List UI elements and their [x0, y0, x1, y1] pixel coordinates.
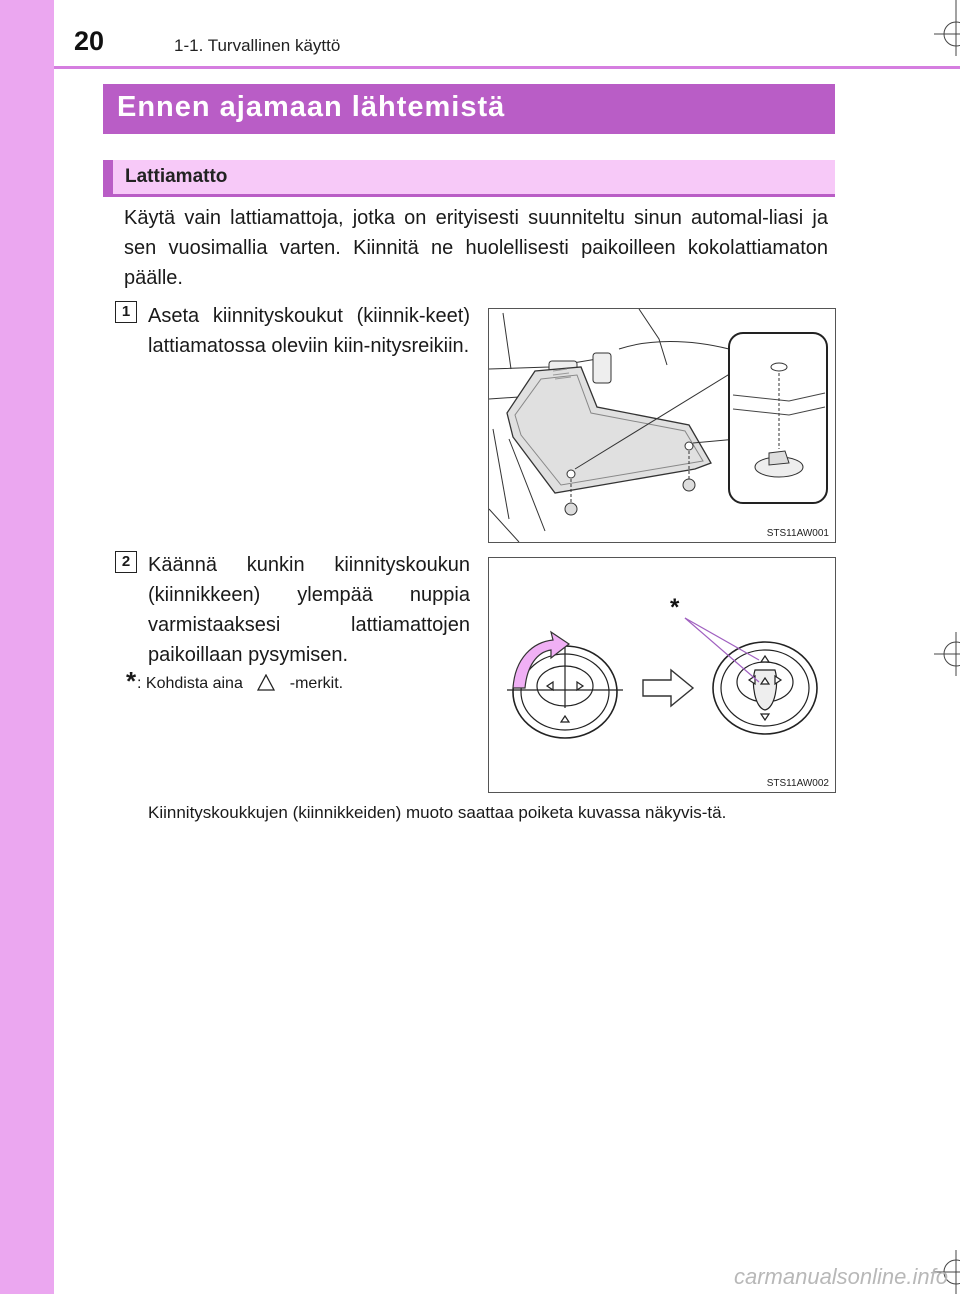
step-text-1: Aseta kiinnityskoukut (kiinnik-keet) lattiamatossa oleviin kiin-nitysreikiin.: [148, 305, 470, 357]
intro-paragraph: Käytä vain lattiamattoja, jotka on erityisesti suunniteltu sinun automal-liasi ja sen vuosimallia varten. Kiinnitä ne huolellisesti paikoilleen kokolattiamaton päälle.: [124, 207, 828, 289]
note-paragraph: Kiinnityskoukkujen (kiinnikkeiden) muoto saattaa poiketa kuvassa näkyvis-tä.: [148, 803, 727, 822]
footnote-text-before: : Kohdista aina: [137, 675, 243, 692]
subsection-marker: [103, 160, 113, 194]
figure-asterisk: *: [670, 594, 680, 621]
retention-hook-illustration: [489, 558, 835, 792]
figure-floor-mat: [488, 308, 836, 543]
step-number-2: 2: [115, 551, 137, 573]
triangle-mark-icon: [257, 674, 275, 691]
step-text-2: Käännä kunkin kiinnityskoukun (kiinnikkeen) ylempää nuppia varmistaaksesi lattiamattojen paikoillaan pysymisen.: [148, 554, 470, 666]
figure-retention-hook: [488, 557, 836, 793]
section-header: 1-1. Turvallinen käyttö: [174, 36, 341, 55]
title-banner: [103, 84, 835, 134]
page-title: Ennen ajamaan lähtemistä: [117, 91, 506, 123]
footnote-text-after: -merkit.: [289, 675, 344, 692]
watermark[interactable]: carmanualsonline.info: [733, 1264, 948, 1289]
side-color-bar: [0, 0, 54, 1294]
crop-mark-mid-right: [930, 630, 960, 680]
figure-code-1: STS11AW001: [766, 528, 829, 539]
footnote-asterisk: *: [126, 666, 137, 696]
crop-mark-top-right: [930, 0, 960, 60]
page-number: 20: [74, 26, 105, 56]
footnote: [137, 674, 343, 693]
header-rule: [54, 66, 960, 69]
figure-code-2: STS11AW002: [766, 778, 829, 789]
subsection-title: Lattiamatto: [125, 166, 228, 187]
subsection-banner: [103, 160, 835, 197]
step-number-1: 1: [115, 301, 137, 323]
floor-mat-illustration: [489, 309, 835, 542]
